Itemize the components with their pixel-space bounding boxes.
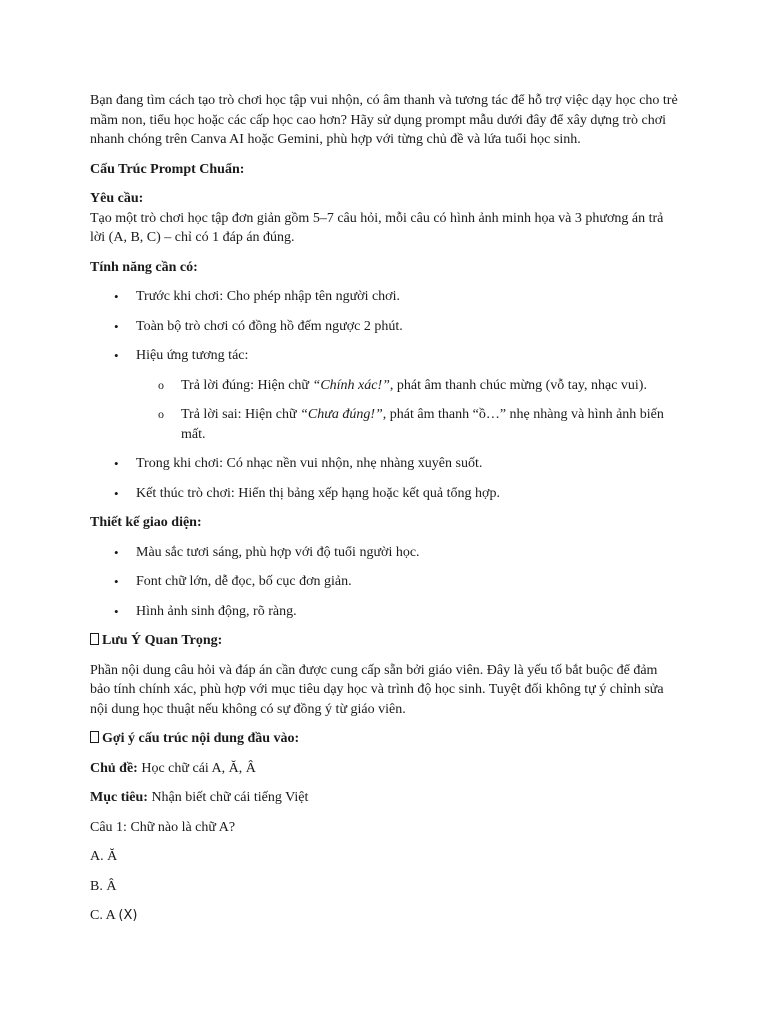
- input-hint-heading-text: Gợi ý cấu trúc nội dung đầu vào:: [102, 731, 300, 746]
- document-page: [90, 91, 680, 936]
- features-heading: Tính năng cần có:: [90, 259, 198, 275]
- important-paragraph: Phần nội dung câu hỏi và đáp án cần được cung cấp sẵn bởi giáo viên. Đây là yếu tố bắt buộc để đảm bảo tính chính xác, phù hợp với mục tiêu dạy học và trình độ học sinh. Tuyệt đối không tự ý chỉnh sửa nội dung học thuật nếu không có sự đồng ý từ giáo viên.: [90, 662, 664, 717]
- circle-bullet-icon: o: [158, 377, 164, 392]
- list-item-text: Kết thúc trò chơi: Hiển thị bảng xếp hạng hoặc kết quả tổng hợp.: [136, 485, 500, 501]
- bullet-icon: •: [114, 485, 119, 501]
- goal-label: Mục tiêu:: [90, 790, 148, 805]
- list-item: [90, 317, 680, 337]
- bullet-icon: •: [114, 289, 119, 304]
- circle-bullet-icon: o: [158, 407, 164, 421]
- question-text: Câu 1: Chữ nào là chữ A?: [90, 819, 236, 835]
- bullet-icon: •: [114, 603, 119, 619]
- list-item-text: Font chữ lớn, dễ đọc, bố cục đơn giản.: [136, 574, 352, 589]
- list-item: [90, 572, 680, 592]
- sub-list-item: [136, 376, 680, 396]
- missing-glyph-icon: [90, 633, 99, 645]
- topic-value: Học chữ cái A, Ă, Â: [137, 760, 256, 776]
- sub-item-emphasis: “Chưa đúng!”: [300, 407, 383, 422]
- bullet-icon: •: [114, 574, 119, 589]
- interaction-effects-list: [136, 376, 680, 445]
- option-c-text: C. A: [90, 908, 115, 923]
- sub-item-pre: Trả lời sai: Hiện chữ: [181, 407, 301, 422]
- input-hint-heading: [90, 729, 680, 749]
- goal-value: Nhận biết chữ cái tiếng Việt: [147, 790, 309, 805]
- list-item-text: Toàn bộ trò chơi có đồng hồ đếm ngược 2 phút.: [136, 318, 403, 334]
- requirement-label: Yêu cầu:: [90, 191, 144, 206]
- correct-answer-mark: (X): [118, 908, 138, 923]
- list-item-text: Trong khi chơi: Có nhạc nền vui nhộn, nhẹ nhàng xuyên suốt.: [136, 456, 483, 471]
- sub-item-pre: Trả lời đúng: Hiện chữ: [181, 377, 313, 393]
- list-item-text: Hình ảnh sinh động, rõ ràng.: [136, 603, 297, 619]
- design-heading: Thiết kế giao diện:: [90, 515, 202, 530]
- list-item-text: Màu sắc tươi sáng, phù hợp với độ tuổi người học.: [136, 544, 420, 560]
- sub-item-post: , phát âm thanh “ồ…” nhẹ nhàng và hình ảnh biến mất.: [181, 407, 664, 442]
- important-heading: [90, 631, 680, 651]
- bullet-icon: •: [114, 348, 119, 363]
- list-item: [90, 346, 680, 444]
- list-item: [90, 602, 680, 622]
- sub-item-post: , phát âm thanh chúc mừng (vỗ tay, nhạc vui).: [389, 377, 647, 393]
- bullet-icon: •: [114, 456, 119, 471]
- list-item: [90, 543, 680, 563]
- option-b: B. Â: [90, 878, 117, 894]
- bullet-icon: •: [114, 318, 119, 334]
- option-c: [90, 906, 680, 926]
- list-item-text: Hiệu ứng tương tác:: [136, 348, 249, 363]
- requirement-text: Tạo một trò chơi học tập đơn giản gồm 5–7 câu hỏi, mỗi câu có hình ảnh minh họa và 3 phương án trả lời (A, B, C) – chỉ có 1 đáp án đúng.: [90, 210, 664, 245]
- intro-paragraph: Bạn đang tìm cách tạo trò chơi học tập vui nhộn, có âm thanh và tương tác để hỗ trợ việc dạy học cho trẻ mầm non, tiểu học hoặc các cấp học cao hơn? Hãy sử dụng prompt mẫu dưới đây để xây dựng trò chơi nhanh chóng trên Canva AI hoặc Gemini, phù hợp với từng chủ đề và lứa tuổi học sinh.: [90, 93, 678, 147]
- sub-list-item: [136, 405, 680, 444]
- topic-line: [90, 759, 680, 779]
- topic-label: Chủ đề:: [90, 760, 138, 776]
- features-list: [90, 287, 680, 503]
- goal-line: [90, 788, 680, 808]
- sub-item-emphasis: “Chính xác!”: [312, 377, 390, 393]
- list-item: [90, 287, 680, 307]
- list-item-text: Trước khi chơi: Cho phép nhập tên người chơi.: [136, 289, 400, 304]
- structure-heading: Cấu Trúc Prompt Chuẩn:: [90, 161, 245, 177]
- important-heading-text: Lưu Ý Quan Trọng:: [102, 633, 223, 648]
- missing-glyph-icon: [90, 731, 99, 743]
- option-a: A. Ă: [90, 849, 118, 864]
- design-list: [90, 543, 680, 622]
- bullet-icon: •: [114, 544, 119, 560]
- list-item: [90, 484, 680, 504]
- list-item: [90, 454, 680, 474]
